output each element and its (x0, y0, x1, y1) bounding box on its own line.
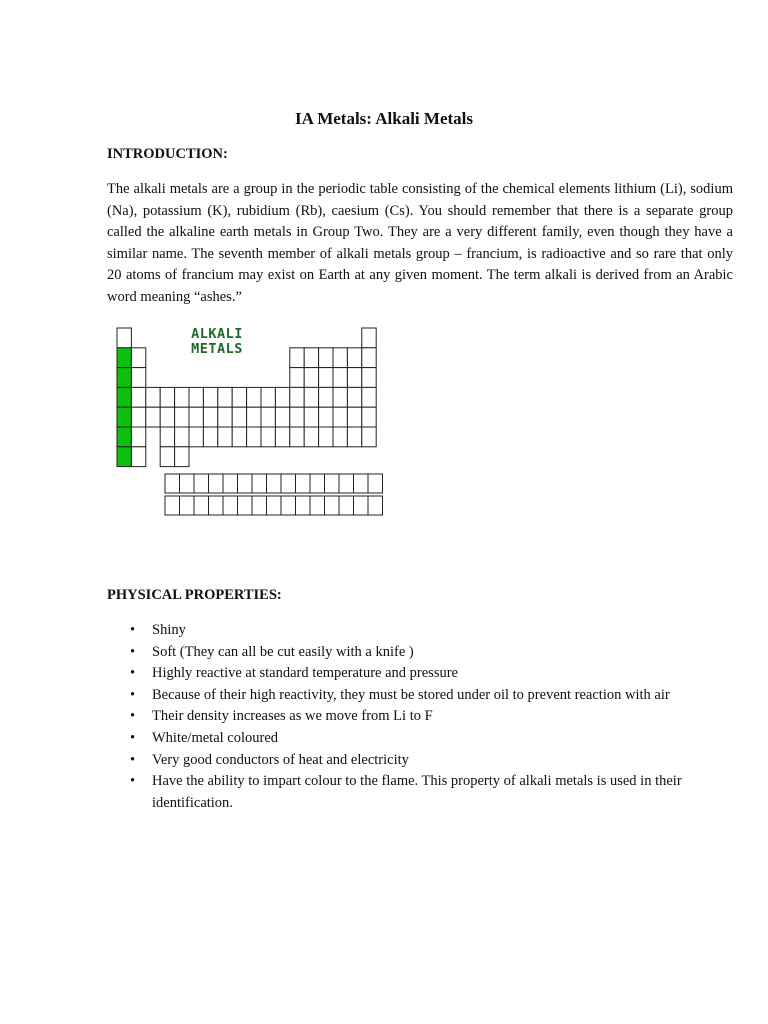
f-block-cell (281, 474, 296, 493)
property-item (130, 771, 730, 814)
element-cell (232, 427, 246, 447)
bullet-icon: • (130, 622, 136, 638)
bullet-icon: • (130, 643, 136, 660)
alkali-metal-cell (117, 348, 131, 368)
element-cell (146, 387, 160, 407)
element-cell (131, 368, 145, 388)
f-block-cell (223, 474, 238, 493)
physical-properties-heading: PHYSICAL PROPERTIES: (107, 587, 282, 603)
element-cell (146, 407, 160, 427)
element-cell (131, 348, 145, 368)
element-cell (275, 427, 289, 447)
element-cell (189, 407, 203, 427)
element-cell (347, 387, 361, 407)
element-cell (319, 407, 333, 427)
property-item (130, 750, 730, 772)
element-cell (319, 348, 333, 368)
element-cell (362, 368, 376, 388)
f-block-cell (310, 474, 325, 493)
element-cell (232, 387, 246, 407)
element-cell (160, 407, 174, 427)
f-block-cell (194, 496, 209, 515)
property-text: White/metal coloured (152, 729, 279, 746)
element-cell (290, 407, 304, 427)
element-cell (247, 427, 261, 447)
f-block-cell (165, 496, 180, 515)
element-cell (131, 427, 145, 447)
element-cell (203, 427, 217, 447)
element-cell (290, 387, 304, 407)
f-block-cell (354, 474, 369, 493)
element-cell (319, 387, 333, 407)
f-block-cell (296, 496, 311, 515)
element-cell (189, 387, 203, 407)
alkali-metal-cell (117, 368, 131, 388)
element-cell (261, 387, 275, 407)
property-text: Their density increases as we move from Li to F (152, 708, 433, 725)
element-cell (218, 407, 232, 427)
label-line-1: ALKALI (191, 326, 243, 342)
element-cell (131, 387, 145, 407)
property-text: Have the ability to impart colour to the flame. This property of alkali metals is used in their identification. (152, 773, 682, 811)
bullet-icon: • (130, 729, 136, 746)
page-title: IA Metals: Alkali Metals (294, 109, 473, 128)
bullet-icon: • (130, 686, 136, 703)
label-line-2: METALS (191, 341, 243, 357)
f-block-cell (310, 496, 325, 515)
f-block-cell (209, 496, 224, 515)
f-block-cell (296, 474, 311, 493)
element-cell (160, 387, 174, 407)
element-cell (290, 427, 304, 447)
element-cell (333, 427, 347, 447)
f-block-cell (325, 474, 340, 493)
f-block-cell (354, 496, 369, 515)
bullet-icon: • (130, 665, 136, 682)
element-cell (290, 368, 304, 388)
f-block-cell (368, 496, 383, 515)
property-item (130, 620, 730, 642)
element-cell (319, 368, 333, 388)
alkali-metal-cell (117, 447, 131, 467)
element-cell (203, 407, 217, 427)
element-cell (117, 328, 131, 348)
element-cell (175, 407, 189, 427)
property-item (130, 685, 730, 707)
alkali-metal-cell (117, 427, 131, 447)
alkali-metals-label (180, 327, 254, 357)
alkali-metal-cell (117, 407, 131, 427)
element-cell (175, 447, 189, 467)
element-cell (131, 447, 145, 467)
element-cell (362, 387, 376, 407)
element-cell (362, 328, 376, 348)
element-cell (304, 368, 318, 388)
element-cell (304, 348, 318, 368)
f-block-cell (325, 496, 340, 515)
element-cell (247, 387, 261, 407)
element-cell (131, 407, 145, 427)
bullet-icon: • (130, 751, 136, 768)
f-block-cell (209, 474, 224, 493)
f-block-cell (180, 474, 195, 493)
alkali-metal-cell (117, 387, 131, 407)
element-cell (189, 427, 203, 447)
element-cell (347, 407, 361, 427)
introduction-heading: INTRODUCTION: (107, 146, 228, 162)
property-text: Because of their high reactivity, they must be stored under oil to prevent reaction with air (152, 686, 670, 703)
element-cell (175, 387, 189, 407)
f-block-cell (223, 496, 238, 515)
element-cell (333, 368, 347, 388)
element-cell (160, 427, 174, 447)
element-cell (275, 387, 289, 407)
f-block-cell (165, 474, 180, 493)
element-cell (247, 407, 261, 427)
f-block-cell (339, 496, 354, 515)
property-item (130, 728, 730, 750)
element-cell (304, 407, 318, 427)
element-cell (333, 387, 347, 407)
physical-properties-list (130, 620, 730, 814)
bullet-icon: • (130, 708, 136, 725)
element-cell (261, 427, 275, 447)
introduction-paragraph: The alkali metals are a group in the periodic table consisting of the chemical elements lithium (Li), sodium (Na), potassium (K), rubidium (Rb), caesium (Cs). You should remember that there is a separate group called the alkaline earth metals in Group Two. They are a very different family, even though they have a similar name. The seventh member of alkali metals group – francium, is radioactive and so rare that only 20 atoms of francium may exist on Earth at any given moment. The term alkali is derived from an Arabic word meaning “ashes.” (107, 181, 733, 305)
f-block-cell (252, 474, 267, 493)
f-block-cell (194, 474, 209, 493)
property-text: Highly reactive at standard temperature and pressure (152, 665, 458, 682)
element-cell (261, 407, 275, 427)
f-block-cell (180, 496, 195, 515)
element-cell (347, 427, 361, 447)
property-text: Soft (They can all be cut easily with a knife ) (152, 643, 414, 660)
f-block-cell (238, 496, 253, 515)
element-cell (304, 427, 318, 447)
element-cell (362, 407, 376, 427)
f-block-cell (339, 474, 354, 493)
f-block-cell (281, 496, 296, 515)
element-cell (203, 387, 217, 407)
f-block-cell (267, 496, 282, 515)
element-cell (218, 387, 232, 407)
property-item (130, 706, 730, 728)
element-cell (160, 447, 174, 467)
element-cell (362, 348, 376, 368)
f-block-cell (238, 474, 253, 493)
element-cell (333, 407, 347, 427)
element-cell (290, 348, 304, 368)
element-cell (175, 427, 189, 447)
bullet-icon: • (130, 773, 136, 790)
element-cell (347, 368, 361, 388)
element-cell (275, 407, 289, 427)
property-text: Very good conductors of heat and electricity (152, 751, 409, 768)
element-cell (218, 427, 232, 447)
f-block-cell (267, 474, 282, 493)
f-block-cell (252, 496, 267, 515)
element-cell (347, 348, 361, 368)
element-cell (333, 348, 347, 368)
property-item (130, 642, 730, 664)
element-cell (319, 427, 333, 447)
f-block-cell (368, 474, 383, 493)
element-cell (362, 427, 376, 447)
element-cell (232, 407, 246, 427)
property-text: Shiny (152, 622, 186, 638)
property-item (130, 663, 730, 685)
element-cell (304, 387, 318, 407)
